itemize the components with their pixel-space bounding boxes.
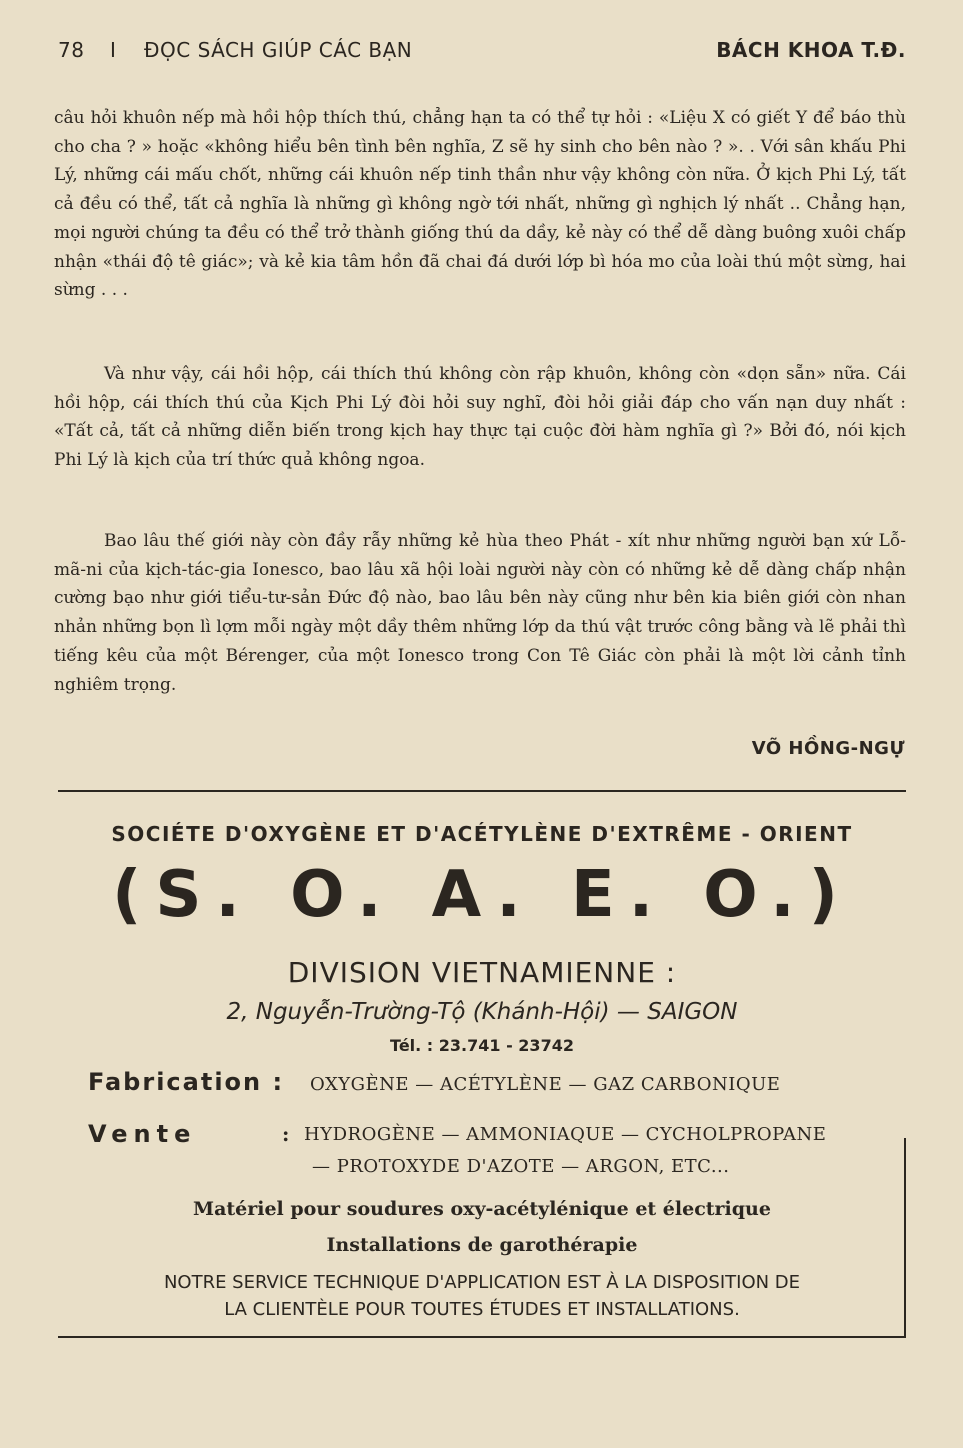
article-paragraph-3: Bao lâu thế giới này còn đầy rẫy những kẻ hùa theo Phát - xít như những người bạn xứ Lỗ-mã-ni của kịch-tác-gia Ionesco, bao lâu xã hội loài người này còn có những kẻ dễ dàng chấp nhận cường bạo như giới tiểu-tư-sản Đức độ nào, bao lâu bên này cũng như bên kia biên giới còn nhan nhản những bọn lì lợm mỗi ngày một dầy thêm những lớp da thú vật trước công bằng và lẽ phải thì tiếng kêu của một Bérenger, của một Ionesco trong Con Tê Giác còn phải là một lời cảnh tỉnh nghiêm trọng. <box>54 531 906 695</box>
ad-service-line-2: LA CLIENTÈLE POUR TOUTES ÉTUDES ET INSTALLATIONS. <box>224 1299 740 1320</box>
ad-acronym: (S. O. A. E. O.) <box>112 858 852 932</box>
journal-title: BÁCH KHOA T.Đ. <box>716 38 906 62</box>
vente-value-line-1: HYDROGÈNE — AMMONIAQUE — CYCHOLPROPANE <box>304 1124 827 1145</box>
ad-service-line-1: NOTRE SERVICE TECHNIQUE D'APPLICATION EST À LA DISPOSITION DE <box>163 1272 801 1293</box>
article-paragraph-1: câu hỏi khuôn nếp mà hồi hộp thích thú, chẳng hạn ta có thể tự hỏi : «Liệu X có giết Y để báo thù cho cha ? » hoặc «không hiểu bên tình bên nghĩa, Z sẽ hy sinh cho bên nào ? ». . Với sân khấu Phi Lý, những cái mấu chốt, những cái khuôn nếp tinh thần như vậy không còn nữa. Ở kịch Phi Lý, tất cả đều có thể, tất cả nghĩa là những gì không ngờ tới nhất, những gì nghịch lý nhất .. Chẳng hạn, mọi người chúng ta đều có thể trở thành giống thú da dầy, kẻ này có thể dễ dàng buông xuôi chấp nhận «thái độ tê giác»; và kẻ kia tâm hồn đã chai đá dưới lớp bì hóa mo của loài thú một sừng, hai sừng . . . <box>54 108 906 301</box>
vente-colon: : <box>282 1122 290 1146</box>
ad-telephone: Tél. : 23.741 - 23742 <box>390 1036 574 1055</box>
header-separator: I <box>110 38 117 62</box>
fabrication-value: OXYGÈNE — ACÉTYLÈNE — GAZ CARBONIQUE <box>310 1074 781 1095</box>
author-signature: VÕ HỒNG-NGỰ <box>751 738 905 759</box>
ad-top-rule <box>58 790 906 792</box>
vente-value-line-2: — PROTOXYDE D'AZOTE — ARGON, ETC... <box>312 1156 730 1177</box>
section-title: ĐỌC SÁCH GIÚP CÁC BẠN <box>144 38 413 62</box>
ad-company-name: SOCIÉTE D'OXYGÈNE ET D'ACÉTYLÈNE D'EXTRÊME - ORIENT <box>111 822 853 846</box>
ad-division: DIVISION VIETNAMIENNE : <box>287 956 677 989</box>
vente-label: Vente <box>88 1120 197 1148</box>
article-paragraph-2: Và như vậy, cái hồi hộp, cái thích thú không còn rập khuôn, không còn «dọn sẵn» nữa. Cái hồi hộp, cái thích thú của Kịch Phi Lý đòi hỏi suy nghĩ, đòi hỏi giải đáp cho vấn nạn duy nhất : «Tất cả, tất cả những diễn biến trong kịch hay thực tại cuộc đời hàm nghĩa gì ?» Bởi đó, nói kịch Phi Lý là kịch của trí thức quả không ngoa. <box>54 364 906 471</box>
ad-installations: Installations de garothérapie <box>326 1234 638 1256</box>
ad-bottom-rule <box>58 1336 906 1338</box>
ad-materiel: Matériel pour soudures oxy-acétylénique et électrique <box>193 1198 771 1220</box>
fabrication-label: Fabrication : <box>88 1068 285 1096</box>
ad-address: 2, Nguyễn-Trường-Tộ (Khánh-Hội) — SAIGON <box>226 999 738 1025</box>
page-number: 78 <box>58 38 85 62</box>
